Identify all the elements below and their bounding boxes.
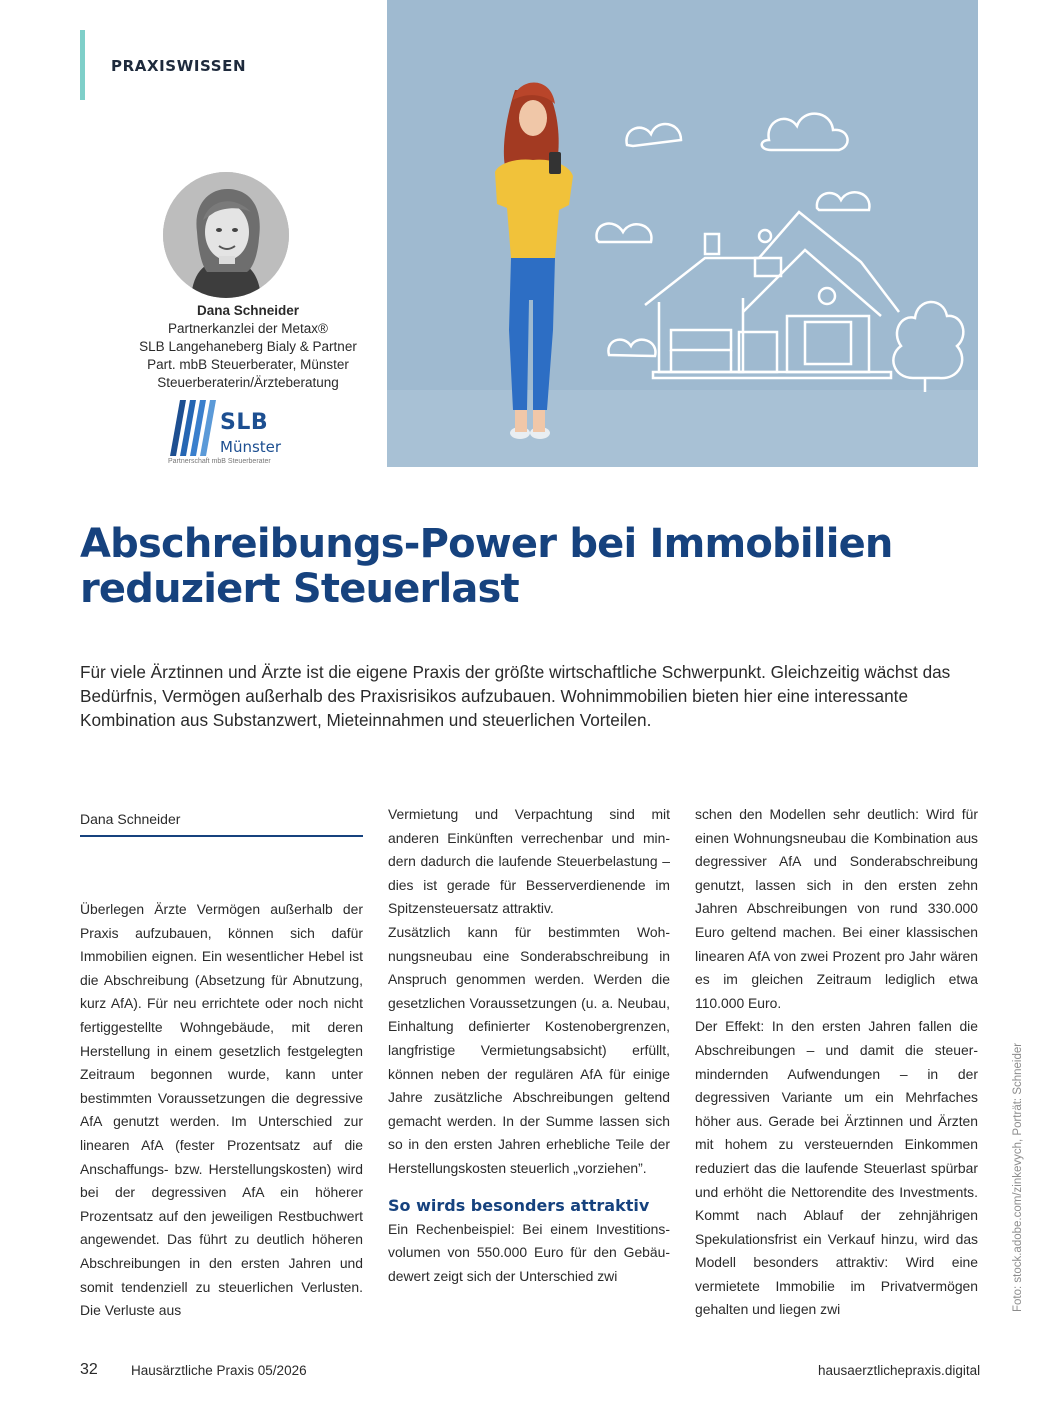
- body-paragraph: Überlegen Ärzte Vermögen außerhalb der Praxis aufzubauen, können sich dafür Immobilien eignen. Ein wesentlicher Hebel ist die Abschreibung (Absetzung für Abnutzung, kurz AfA). Für neu errichtete oder noch nicht fertiggestellte Wohngebäude, mit deren Herstellung in einem gesetzlich festgelegten Zeitraum begonnen wurde, kann unter bestimmten Voraussetzungen die degressive AfA genutzt werden. Im Unterschied zur linearen AfA (fester Prozentsatz auf die Anschaffungs- bzw. Herstellungskosten) wird bei der degressiven AfA ein höherer Prozentsatz auf den jeweiligen Restbuchwert angewendet. Das führt zu deutlich höheren Abschreibungen in den ersten Jahren und somit tendenziell zu steuerlichen Verlusten. Die Verluste aus: [80, 901, 363, 1319]
- body-column-2: [388, 803, 670, 1288]
- author-affiliation-line: Part. mbB Steuerberater, Münster: [147, 357, 349, 372]
- article-headline: [80, 522, 980, 612]
- body-column-1: [80, 898, 363, 1323]
- author-info: [90, 302, 406, 392]
- body-paragraph: Der Effekt: In den ersten Jahren fallen die Abschreibungen – und damit die steuermindernden Aufwendungen – in der degressiven Variante um ein Mehrfaches höher aus. Gerade bei Ärztinnen und Ärzten mit hohem zu versteuernden Einkommen reduziert das die laufende Steuerlast spürbar und erhöht die Nettorendite des Investments. Kommt nach Ablauf der zehnjährigen Spekulationsfrist ein Verkauf hinzu, wird das Modell besonders attraktiv: Wird eine vermietete Immobilie im Privatvermögen gehalten und liegen zwi: [695, 1018, 978, 1318]
- author-portrait: [163, 172, 289, 298]
- author-affiliation-line: Partnerkanzlei der Metax®: [167, 321, 329, 336]
- hero-photo: [387, 0, 978, 467]
- section-label: PRAXISWISSEN: [111, 57, 247, 75]
- author-name: Dana Schneider: [196, 303, 300, 318]
- slb-logo: [168, 400, 288, 470]
- body-paragraph: schen den Modellen sehr deutlich: Wird für einen Wohnungsneubau die Kombination aus degressiver AfA und Sonderabschreibung genutzt, lassen sich in den ersten zehn Jahren Abschreibungen von rund 330.000 Euro geltend machen. Bei einer klassischen linearen AfA von zwei Prozent pro Jahr wären es im gleichen Zeitraum lediglich etwa 110.000 Euro.: [695, 806, 978, 1011]
- page-number: 32: [80, 1361, 98, 1378]
- section-accent-bar: [80, 30, 85, 100]
- photo-credit: Foto: stock.adobe.com/zinkevych, Porträt: Schneider: [1012, 1042, 1024, 1312]
- byline-divider: [80, 835, 363, 837]
- logo-city: Münster: [220, 438, 282, 456]
- website-url: hausaerztlichepraxis.digital: [818, 1363, 981, 1378]
- body-column-3: [695, 803, 978, 1322]
- slb-logo-mark: [168, 400, 218, 456]
- article-lead: Für viele Ärztinnen und Ärzte ist die eigene Praxis der größte wirtschaftliche Schwerpunkt. Gleichzeitig wächst das Bedürfnis, Vermögen außerhalb des Praxisrisikos aufzubauen. Wohnimmobilien bieten hier eine interessante Kombination aus Substanzwert, Mieteinnahmen und steuerlichen Vorteilen.: [80, 662, 951, 730]
- body-paragraph: Zusätzlich kann für bestimmten Wohnungsneubau eine Sonderabschreibung in Anspruch genommen werden. Werden die gesetzlichen Voraussetzungen (u. a. Neubau, Einhaltung definierter Kostenobergrenzen, langfristige Vermietungsabsicht) erfüllt, können neben der regulären AfA für einige Jahre zusätzliche Abschreibungen geltend gemacht werden. In der Summe lassen sich so in den ersten Jahren erhebliche Teile der Herstellungskosten steuerlich „vorziehen”.: [388, 923, 670, 1176]
- author-affiliation-line: Steuerberaterin/Ärzteberatung: [157, 375, 339, 390]
- magazine-issue: Hausärztliche Praxis 05/2026: [131, 1363, 307, 1378]
- author-affiliation-line: SLB Langehaneberg Bialy & Partner: [139, 339, 357, 354]
- byline: Dana Schneider: [80, 811, 181, 827]
- headline-line-1: Abschreibungs-Power bei Immobilien: [80, 521, 893, 567]
- logo-subline: Partnerschaft mbB Steuerberater: [168, 458, 271, 465]
- logo-wordmark: SLB: [220, 410, 269, 435]
- body-paragraph: Ein Rechenbeispiel: Bei einem Investitionsvolumen von 550.000 Euro für den Gebäudewert zeigt sich der Unterschied zwi: [388, 1220, 670, 1284]
- body-paragraph: Vermietung und Verpachtung sind mit anderen Einkünften verrechenbar und mindern dadurch die laufende Steuerbelastung – dies ist gerade für Besserverdienende im Spitzensteuersatz attraktiv.: [388, 806, 670, 917]
- headline-line-2: reduziert Steuerlast: [80, 566, 519, 612]
- section-subheading: So wirds besonders attraktiv: [388, 1195, 650, 1215]
